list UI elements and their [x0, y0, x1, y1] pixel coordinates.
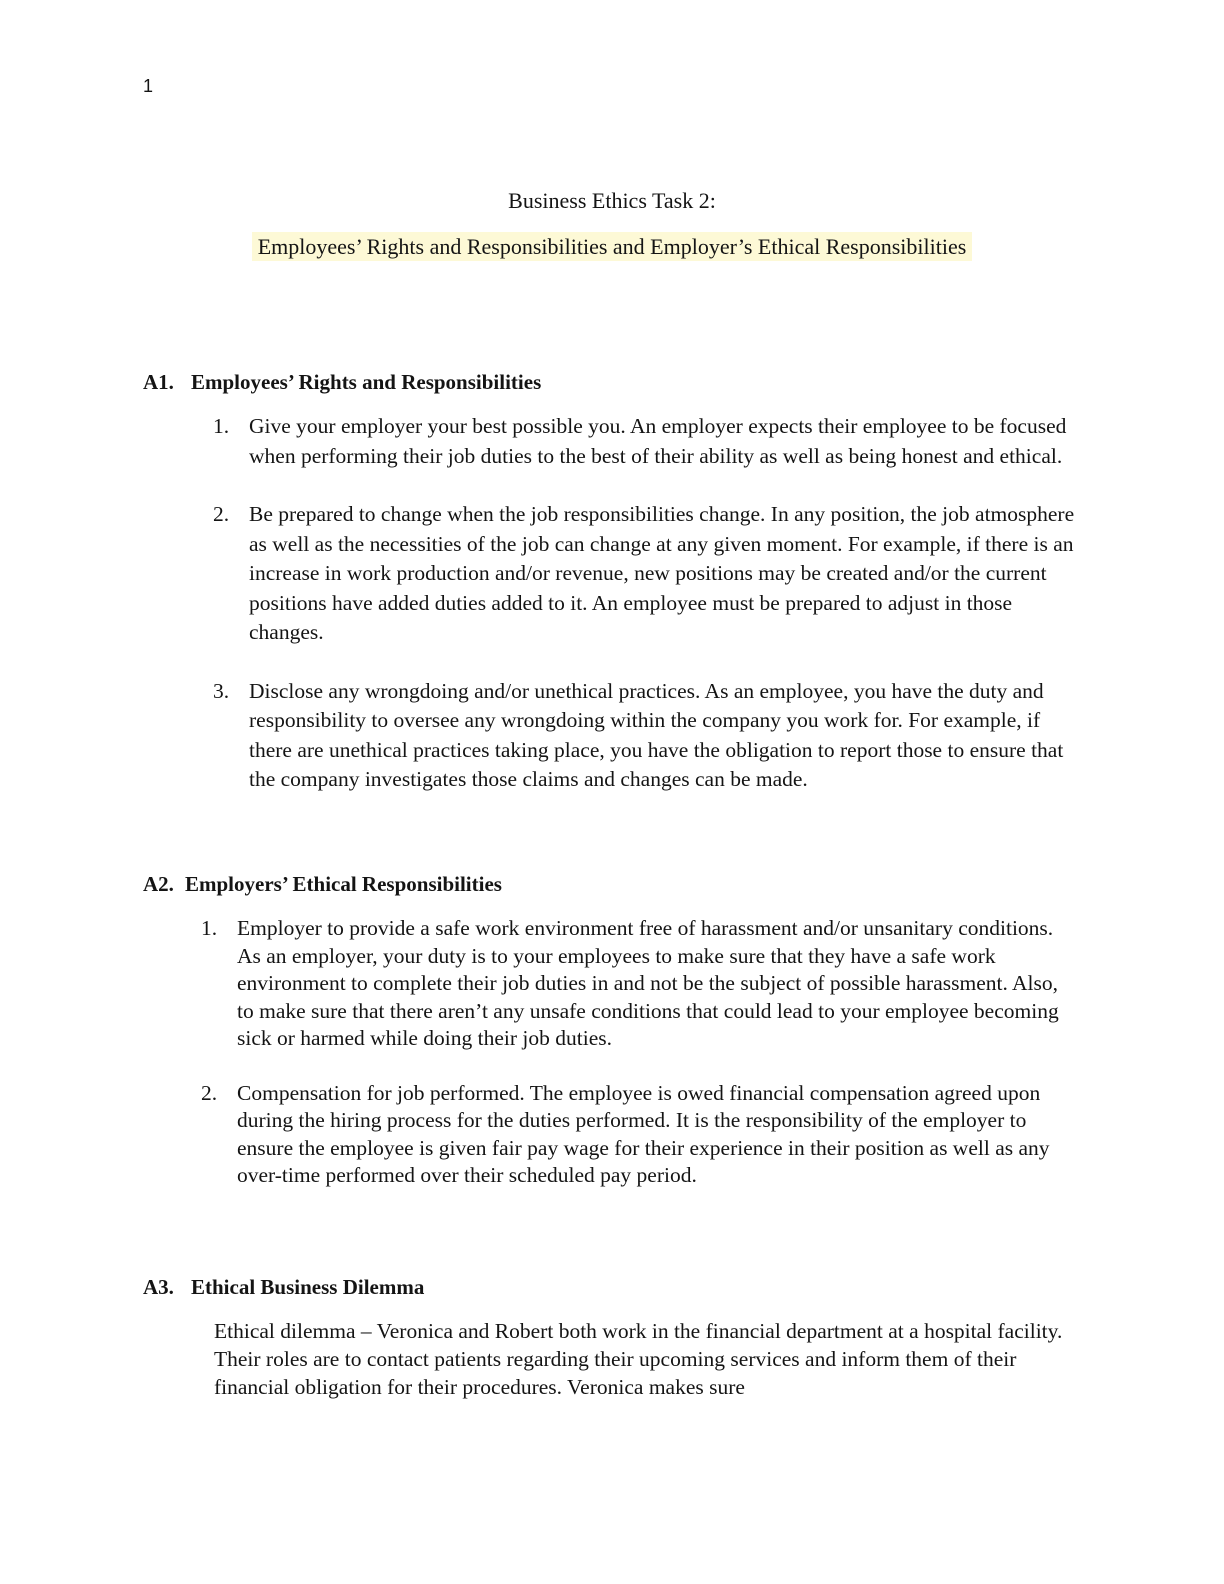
list-item-marker: 2. — [201, 1080, 218, 1105]
list-item-text: Be prepared to change when the job responsibilities change. In any position, the job atmosphere as well as the necessities of the job can change at any given moment. For example, if there is an increase in work production and/or revenue, new positions may be created and/or the current positions have added duties added to it. An employee must be prepared to adjust in those changes. — [249, 502, 1075, 644]
section-a1-number: A1. — [143, 370, 174, 394]
section-a1-heading — [143, 368, 541, 396]
section-a3-paragraph: Ethical dilemma – Veronica and Robert both work in the financial department at a hospital facility. Their roles are to contact patients regarding their upcoming services and inform them of their financial obligation for their procedures. Veronica makes sure — [214, 1319, 1063, 1399]
list-item — [213, 677, 1079, 795]
list-item — [201, 1080, 1067, 1190]
section-a2-heading — [143, 870, 502, 898]
list-item — [213, 412, 1079, 471]
section-a3-title: Ethical Business Dilemma — [191, 1275, 425, 1299]
list-item-marker: 1. — [201, 916, 218, 940]
section-a2-title: Employers’ Ethical Responsibilities — [185, 872, 502, 896]
document-title — [0, 187, 1224, 215]
list-item-text: Give your employer your best possible you. An employer expects their employee to be focused when performing their job duties to the best of their ability as well as being honest and ethical. — [249, 414, 1067, 468]
section-a1-list — [213, 412, 1079, 795]
section-a2-list — [201, 915, 1067, 1190]
document-subtitle-text: Employees’ Rights and Responsibilities and Employer’s Ethical Responsibilities — [252, 232, 973, 261]
list-item-marker: 3. — [213, 678, 230, 703]
document-subtitle — [0, 233, 1224, 261]
list-item-text: Compensation for job performed. The employee is owed financial compensation agreed upon during the hiring process for the duties performed. It is the responsibility of the employer to ensure the employee is given fair pay wage for their experience in their position as well as any over-time performed over their scheduled pay period. — [237, 1080, 1050, 1187]
section-a3-heading — [143, 1273, 424, 1301]
list-item — [213, 500, 1079, 648]
list-item-marker: 1. — [213, 414, 230, 438]
list-item — [201, 915, 1067, 1053]
section-a2-number: A2. — [143, 872, 174, 896]
section-a3-number: A3. — [143, 1275, 174, 1299]
list-item-marker: 2. — [213, 502, 230, 526]
list-item-text: Disclose any wrongdoing and/or unethical practices. As an employee, you have the duty and responsibility to oversee any wrongdoing within the company you work for. For example, if there are unethical practices taking place, you have the obligation to report those to ensure that the company investigates those claims and changes can be made. — [249, 678, 1064, 791]
document-title-text: Business Ethics Task 2: — [508, 188, 716, 213]
page-number: 1 — [143, 76, 154, 96]
section-a1-title: Employees’ Rights and Responsibilities — [191, 370, 542, 394]
list-item-text: Employer to provide a safe work environment free of harassment and/or unsanitary conditions. As an employer, your duty is to your employees to make sure that they have a safe work environment to complete their job duties in and not be the subject of possible harassment. Also, to make sure that there aren’t any unsafe conditions that could lead to your employee becoming sick or harmed while doing their job duties. — [237, 916, 1059, 1050]
